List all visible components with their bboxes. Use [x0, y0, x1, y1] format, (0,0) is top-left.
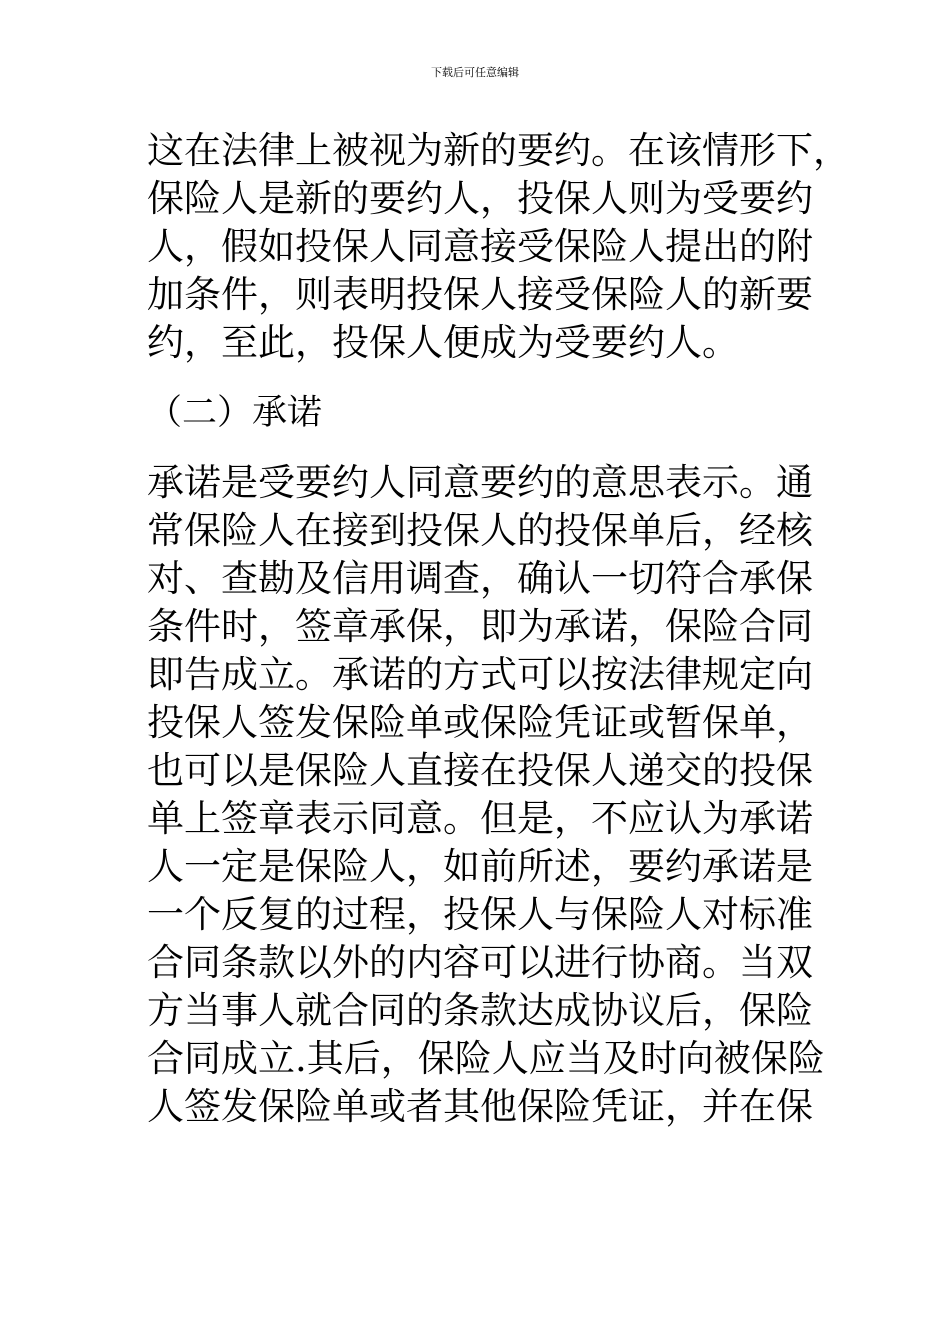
paragraph-line: 人一定是保险人，如前所述，要约承诺是 [147, 845, 813, 888]
paragraph-line: 承诺是受要约人同意要约的意思表示。通 [147, 461, 813, 504]
paragraph-line: 也可以是保险人直接在投保人递交的投保 [147, 749, 813, 792]
paragraph-line: 人，假如投保人同意接受保险人提出的附 [147, 225, 813, 268]
paragraph-new-offer [147, 127, 850, 367]
paragraph-line: 一个反复的过程，投保人与保险人对标准 [147, 893, 813, 936]
page-header-note: 下载后可任意编辑 [431, 66, 519, 79]
paragraph-line: 加条件，则表明投保人接受保险人的新要 [147, 273, 813, 316]
document-body [147, 127, 850, 1131]
paragraph-line: 人签发保险单或者其他保险凭证，并在保 [147, 1085, 813, 1128]
paragraph-acceptance [147, 459, 825, 1131]
paragraph-line: 投保人签发保险单或保险凭证或暂保单， [147, 701, 813, 744]
paragraph-line: 单上签章表示同意。但是，不应认为承诺 [147, 797, 813, 840]
paragraph-line: 方当事人就合同的条款达成协议后，保险 [147, 989, 813, 1032]
paragraph-line: 常保险人在接到投保人的投保单后，经核 [147, 509, 813, 552]
section-heading: （二）承诺 [147, 393, 323, 433]
paragraph-line: 这在法律上被视为新的要约。在该情形下， [147, 129, 850, 172]
paragraph-line: 约，至此，投保人便成为受要约人。 [147, 321, 739, 364]
paragraph-line: 保险人是新的要约人，投保人则为受要约 [147, 177, 813, 220]
paragraph-line: 对、查勘及信用调查，确认一切符合承保 [147, 557, 813, 600]
paragraph-line: 条件时，签章承保，即为承诺，保险合同 [147, 605, 813, 648]
paragraph-line: 即告成立。承诺的方式可以按法律规定向 [147, 653, 813, 696]
paragraph-line: 合同条款以外的内容可以进行协商。当双 [147, 941, 813, 984]
paragraph-line: 合同成立.其后，保险人应当及时向被保险 [147, 1037, 825, 1080]
